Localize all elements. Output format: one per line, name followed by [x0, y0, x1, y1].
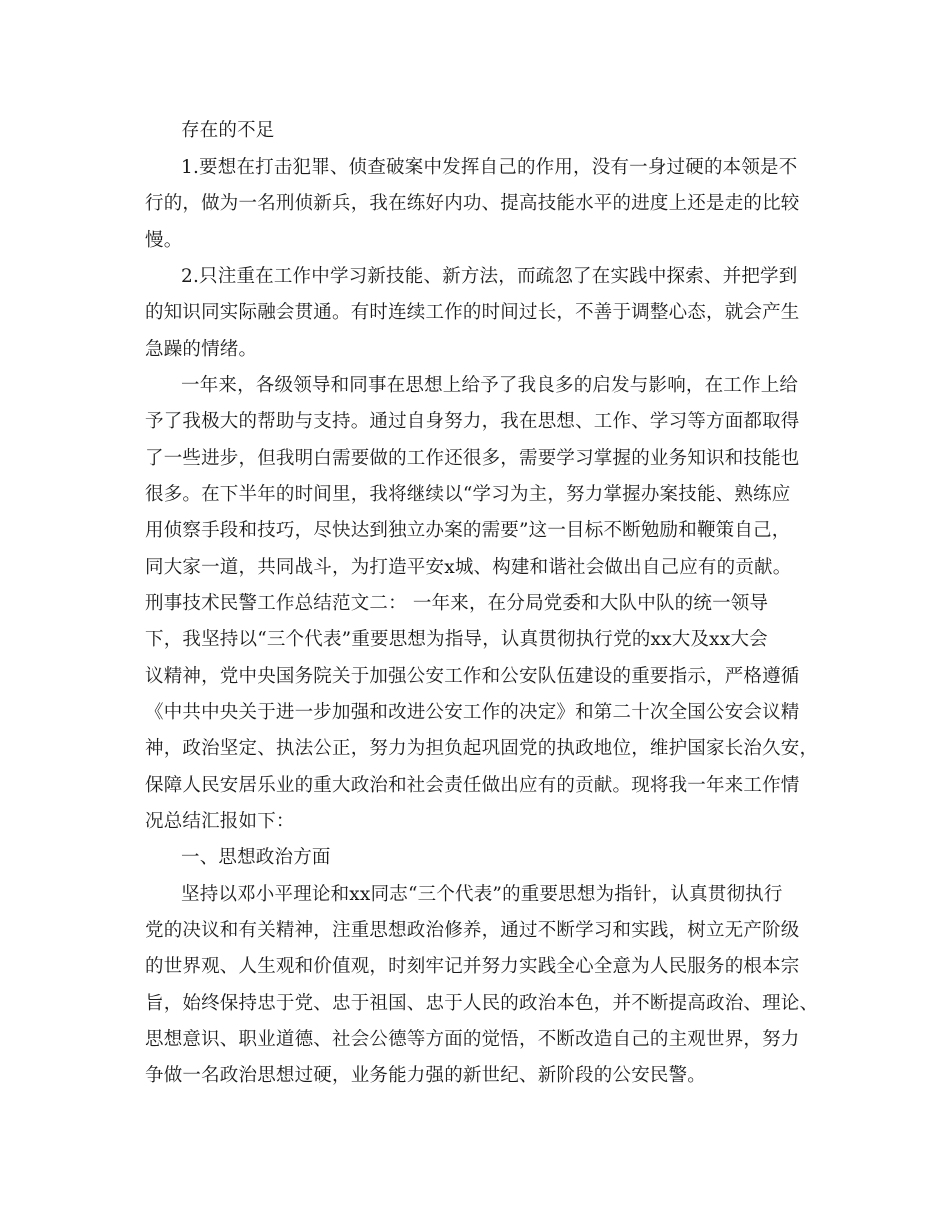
- section-heading-political: 一、思想政治方面: [181, 847, 331, 868]
- text-line: 同大家一道，共同战斗，为打造平安x城、构建和谐社会做出自己应有的贡献。: [145, 557, 792, 578]
- text-line: 下，我坚持以“三个代表”重要思想为指导，认真贯彻执行党的xx大及xx大会: [145, 629, 768, 650]
- text-line: 急躁的情绪。: [145, 339, 258, 360]
- text-line: 争做一名政治思想过硬，业务能力强的新世纪、新阶段的公安民警。: [145, 1065, 707, 1086]
- text-line: 予了我极大的帮助与支持。通过自身努力，我在思想、工作、学习等方面都取得: [145, 411, 800, 432]
- text-line: 议精神，党中央国务院关于加强公安工作和公安队伍建设的重要指示，严格遵循: [145, 666, 800, 687]
- text-line: 2.只注重在工作中学习新技能、新方法，而疏忽了在实践中探索、并把学到: [181, 266, 798, 287]
- text-line: 行的，做为一名刑侦新兵，我在练好内功、提高技能水平的进度上还是走的比较: [145, 193, 800, 214]
- text-line: 很多。在下半年的时间里，我将继续以“学习为主，努力掌握办案技能、熟练应: [145, 484, 791, 505]
- text-line: 思想意识、职业道德、社会公德等方面的觉悟，不断改造自己的主观世界，努力: [145, 1029, 800, 1050]
- text-line: 保障人民安居乐业的重大政治和社会责任做出应有的贡献。现将我一年来工作情: [145, 775, 800, 796]
- text-line: 旨，始终保持忠于党、忠于祖国、忠于人民的政治本色，并不断提高政治、理论、: [145, 993, 819, 1014]
- text-line: 坚持以邓小平理论和xx同志“三个代表”的重要思想为指针，认真贯彻执行: [181, 884, 783, 905]
- text-line: 了一些进步，但我明白需要做的工作还很多，需要学习掌握的业务知识和技能也: [145, 448, 800, 469]
- text-line: 的世界观、人生观和价值观，时刻牢记并努力实践全心全意为人民服务的根本宗: [145, 956, 800, 977]
- text-line: 慢。: [145, 230, 183, 251]
- text-line: 况总结汇报如下：: [145, 811, 295, 832]
- text-line: 党的决议和有关精神，注重思想政治修养，通过不断学习和实践，树立无产阶级: [145, 920, 800, 941]
- text-line: 用侦察手段和技巧，尽快达到独立办案的需要”这一目标不断勉励和鞭策自己，: [145, 520, 791, 541]
- section-heading-sample-two: 刑事技术民警工作总结范文二： 一年来，在分局党委和大队中队的统一领导: [145, 593, 769, 614]
- text-line: 的知识同实际融会贯通。有时连续工作的时间过长，不善于调整心态，就会产生: [145, 302, 800, 323]
- text-line: 神，政治坚定、执法公正，努力为担负起巩固党的执政地位，维护国家长治久安，: [145, 738, 819, 759]
- text-line: 《中共中央关于进一步加强和改进公安工作的决定》和第二十次全国公安会议精: [145, 702, 800, 723]
- text-line: 一年来，各级领导和同事在思想上给予了我良多的启发与影响，在工作上给: [181, 375, 799, 396]
- text-line: 1.要想在打击犯罪、侦查破案中发挥自己的作用，没有一身过硬的本领是不: [181, 157, 798, 178]
- section-heading-shortcomings: 存在的不足: [181, 120, 275, 141]
